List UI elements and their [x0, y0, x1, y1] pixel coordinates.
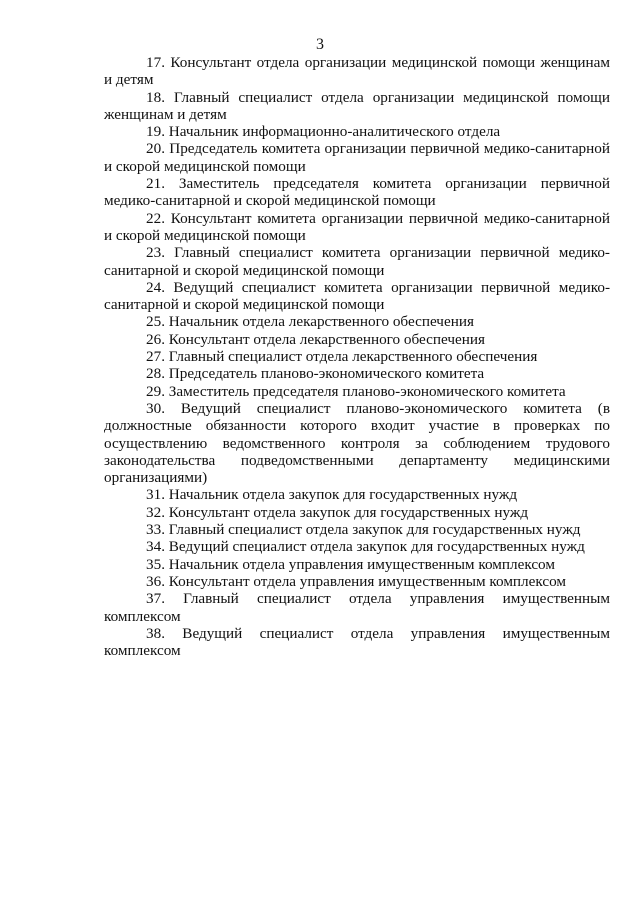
list-item: 37. Главный специалист отдела управления имущественным комплексом [104, 590, 610, 625]
page-number: 3 [316, 36, 324, 53]
list-item: 31. Начальник отдела закупок для государственных нужд [146, 486, 518, 504]
list-item: 26. Консультант отдела лекарственного обеспечения [146, 330, 485, 348]
list-item: 21. Заместитель председателя комитета организации первичной медико-санитарной и скорой медицинской помощи [104, 175, 610, 210]
list-item: 32. Консультант отдела закупок для государственных нужд [146, 503, 529, 521]
list-item: 28. Председатель планово-экономического комитета [146, 365, 485, 383]
list-item: 23. Главный специалист комитета организации первичной медико-санитарной и скорой медицинской помощи [104, 244, 610, 279]
list-item: 30. Ведущий специалист планово-экономического комитета (в должностные обязанности которого входит участие в проверках по осуществлению ведомственного контроля за соблюдением трудового законодательства подведомственными департаменту медицинскими организациями) [104, 399, 610, 487]
list-item: 22. Консультант комитета организации первичной медико-санитарной и скорой медицинской помощи [104, 209, 610, 244]
list-item: 17. Консультант отдела организации медицинской помощи женщинам и детям [104, 54, 610, 89]
list-item: 35. Начальник отдела управления имущественным комплексом [146, 555, 555, 573]
list-item: 36. Консультант отдела управления имущественным комплексом [146, 572, 567, 590]
list-item: 25. Начальник отдела лекарственного обеспечения [146, 313, 474, 331]
list-item: 38. Ведущий специалист отдела управления имущественным комплексом [104, 624, 610, 660]
list-item: 20. Председатель комитета организации первичной медико-санитарной и скорой медицинской помощи [104, 140, 610, 175]
list-item: 27. Главный специалист отдела лекарственного обеспечения [146, 348, 538, 366]
list-item: 19. Начальник информационно-аналитического отдела [146, 123, 501, 141]
list-item: 34. Ведущий специалист отдела закупок для государственных нужд [146, 538, 585, 556]
list-item: 18. Главный специалист отдела организации медицинской помощи женщинам и детям [104, 88, 610, 123]
list-item: 29. Заместитель председателя планово-экономического комитета [146, 382, 566, 400]
list-item: 33. Главный специалист отдела закупок для государственных нужд [146, 521, 581, 539]
position-list [104, 54, 610, 659]
list-item: 24. Ведущий специалист комитета организации первичной медико-санитарной и скорой медицинской помощи [104, 278, 610, 314]
